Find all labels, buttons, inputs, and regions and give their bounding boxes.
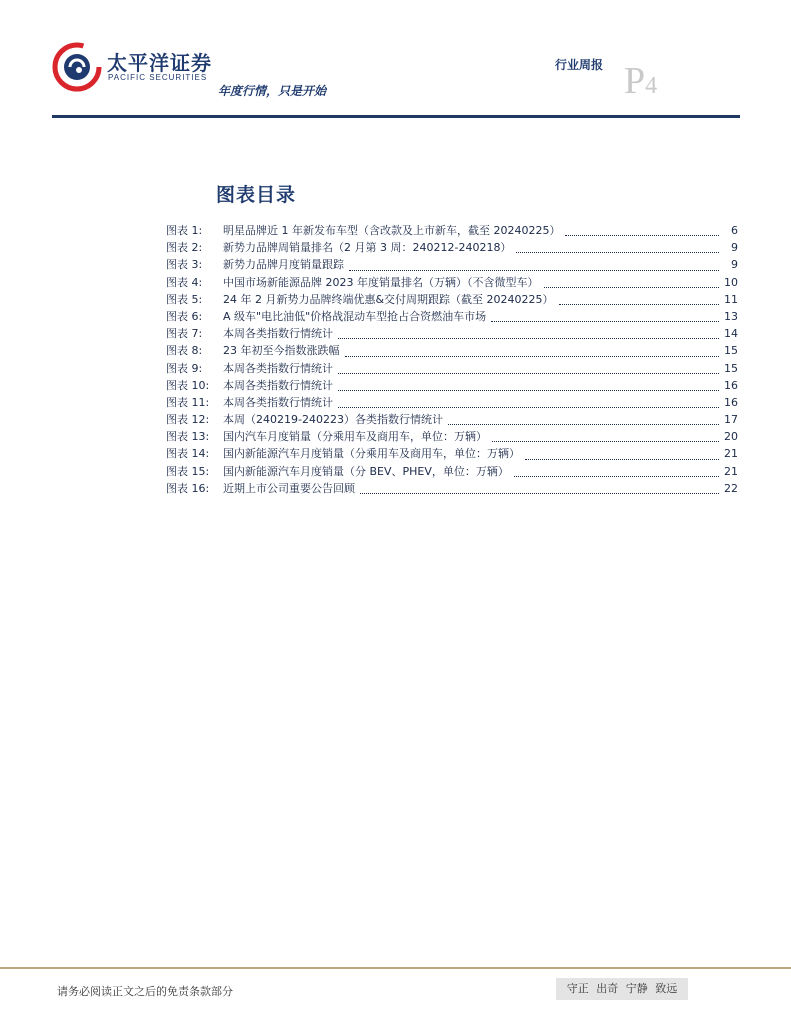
toc-dot-leader [559, 303, 719, 305]
toc-entry-title: 本周各类指数行情统计 [223, 361, 333, 375]
toc-entry-title: 新势力品牌月度销量跟踪 [223, 258, 344, 272]
toc-entry-label: 图表 15: [166, 464, 210, 478]
header-divider [52, 115, 740, 118]
toc-dot-leader [565, 234, 719, 236]
toc-entry-page: 6 [731, 224, 738, 237]
toc-entry-title: 本周各类指数行情统计 [223, 378, 333, 392]
toc-dot-leader [514, 475, 719, 477]
toc-dot-leader [338, 406, 719, 408]
toc-entry-page: 20 [724, 430, 738, 444]
toc-entry-label: 图表 3: [166, 258, 203, 272]
toc-dot-leader [338, 389, 719, 391]
toc-entry[interactable] [166, 480, 738, 497]
toc-entry-label: 图表 2: [166, 241, 203, 255]
toc-entry-title: 本周（240219-240223）各类指数行情统计 [223, 413, 443, 427]
toc-entry-title: 本周各类指数行情统计 [223, 327, 333, 341]
toc-entry-title: 国内汽车月度销量（分乘用车及商用车，单位：万辆） [223, 430, 487, 444]
toc-entry[interactable] [166, 274, 738, 291]
pacific-securities-logo-icon [52, 42, 102, 92]
toc-entry-page: 14 [724, 327, 738, 341]
toc-entry-label: 图表 10: [166, 378, 210, 392]
toc-dot-leader [491, 320, 719, 322]
toc-entry-title: 明星品牌近 1 年新发布车型（含改款及上市新车，截至 20240225） [223, 224, 561, 237]
toc-entry[interactable] [166, 222, 738, 239]
toc-entry-page: 16 [724, 378, 738, 392]
toc-entry[interactable] [166, 291, 738, 308]
toc-entry-page: 11 [724, 292, 738, 306]
toc-entry-page: 13 [724, 309, 738, 323]
toc-entry-title: 中国市场新能源品牌 2023 年度销量排名（万辆）（不含微型车） [223, 275, 539, 289]
toc-entry-label: 图表 5: [166, 292, 203, 306]
toc-entry[interactable] [166, 428, 738, 445]
toc-entry[interactable] [166, 394, 738, 411]
toc-entry-label: 图表 1: [166, 224, 203, 237]
report-type: 行业周报 [555, 58, 604, 72]
toc-entry-page: 21 [724, 447, 738, 461]
toc-entry-title: 24 年 2 月新势力品牌终端优惠&交付周期跟踪（截至 20240225） [223, 292, 554, 306]
toc-entry[interactable] [166, 360, 738, 377]
toc-entry-label: 图表 6: [166, 309, 203, 323]
toc-entry[interactable] [166, 377, 738, 394]
toc-entry-label: 图表 8: [166, 344, 203, 358]
toc-entry-title: 新势力品牌周销量排名（2 月第 3 周：240212-240218） [223, 241, 512, 255]
toc-entry[interactable] [166, 411, 738, 428]
toc-entry-title: 国内新能源汽车月度销量（分乘用车及商用车，单位：万辆） [223, 447, 520, 461]
toc-entry-page: 9 [731, 258, 738, 272]
toc-entry[interactable] [166, 239, 738, 256]
toc-entry[interactable] [166, 445, 738, 462]
toc-entry-title: 近期上市公司重要公告回顾 [223, 481, 355, 495]
disclaimer-note: 请务必阅读正文之后的免责条款部分 [57, 985, 233, 998]
page-number [624, 62, 657, 100]
toc-entry-page: 15 [724, 344, 738, 358]
toc-entry-page: 22 [724, 481, 738, 495]
toc-entry-page: 17 [724, 413, 738, 427]
toc-entry-label: 图表 14: [166, 447, 210, 461]
report-subtitle: 年度行情，只是开始 [218, 84, 327, 98]
toc-dot-leader [492, 440, 719, 442]
toc-entry-label: 图表 12: [166, 413, 210, 427]
toc-entry-label: 图表 7: [166, 327, 203, 341]
page-number-value: 4 [645, 73, 658, 99]
toc-dot-leader [349, 269, 719, 271]
toc-entry[interactable] [166, 256, 738, 273]
toc-entry-label: 图表 16: [166, 481, 210, 495]
toc-dot-leader [516, 251, 719, 253]
toc-entry[interactable] [166, 342, 738, 359]
toc-dot-leader [525, 458, 719, 460]
toc-entry-page: 21 [724, 464, 738, 478]
company-motto: 守正 出奇 宁静 致远 [556, 978, 688, 1000]
toc-entry[interactable] [166, 308, 738, 325]
toc-dot-leader [338, 372, 719, 374]
toc-dot-leader [544, 286, 720, 288]
logo-chinese-name: 太平洋证券 [107, 51, 212, 75]
toc-entry-label: 图表 13: [166, 430, 210, 444]
toc-title: 图表目录 [216, 184, 297, 206]
toc-entry[interactable] [166, 463, 738, 480]
toc-entry[interactable] [166, 325, 738, 342]
toc-entry-page: 9 [731, 241, 738, 255]
table-of-figures [166, 222, 738, 497]
toc-dot-leader [360, 492, 719, 494]
toc-entry-label: 图表 11: [166, 395, 210, 409]
footer-divider [0, 967, 791, 969]
toc-dot-leader [338, 337, 719, 339]
logo-english-name: PACIFIC SECURITIES [108, 73, 208, 82]
toc-entry-label: 图表 9: [166, 361, 203, 375]
toc-entry-page: 10 [724, 275, 738, 289]
toc-entry-label: 图表 4: [166, 275, 203, 289]
toc-entry-title: 本周各类指数行情统计 [223, 395, 333, 409]
company-logo [52, 40, 212, 92]
toc-dot-leader [448, 423, 719, 425]
toc-entry-title: A 级车"电比油低"价格战混动车型抢占合资燃油车市场 [223, 309, 487, 323]
toc-entry-page: 16 [724, 395, 738, 409]
page-prefix: P [624, 60, 646, 102]
toc-entry-title: 23 年初至今指数涨跌幅 [223, 344, 340, 358]
toc-dot-leader [345, 355, 720, 357]
toc-entry-page: 15 [724, 361, 738, 375]
toc-entry-title: 国内新能源汽车月度销量（分 BEV、PHEV，单位：万辆） [223, 464, 509, 478]
